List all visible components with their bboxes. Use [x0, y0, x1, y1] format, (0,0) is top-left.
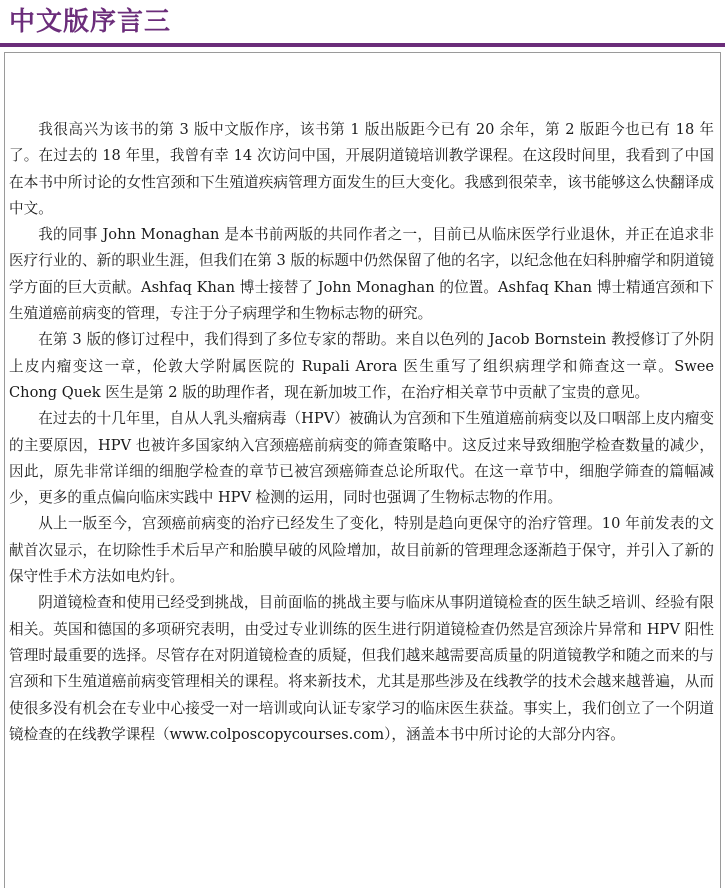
paragraph-4: 在过去的十几年里，自从人乳头瘤病毒（HPV）被确认为宫颈和下生殖道癌前病变以及口咽部上皮内瘤变的主要原因，HPV 也被许多国家纳入宫颈癌癌前病变的筛查策略中。这反过来导致细胞学检查数量的减少，因此，原先非常详细的细胞学检查的章节已被宫颈癌筛查总论所取代。在这一章节中，细胞学筛查的篇幅减少，更多的重点偏向临床实践中 HPV 检测的运用，同时也强调了生物标志物的作用。: [9, 410, 714, 507]
paragraph-1: 我很高兴为该书的第 3 版中文版作序，该书第 1 版出版距今已有 20 余年，第 2 版距今也已有 18 年了。在过去的 18 年里，我曾有幸 14 次访问中国，开展阴道镜培训教学课程。在这段时间里，我看到了中国在本书中所讨论的女性宫颈和下生殖道疾病管理方面发生的巨大变化。我感到很荣幸，该书能够这么快翻译成中文。: [9, 121, 714, 217]
paragraph-5: 从上一版至今，宫颈癌前病变的治疗已经发生了变化，特别是趋向更保守的治疗管理。10 年前发表的文献首次显示，在切除性手术后早产和胎膜早破的风险增加，故目前新的管理理念逐渐趋于保守，并引入了新的保守性手术方法如电灼针。: [9, 515, 714, 586]
page-title: 中文版序言三: [9, 7, 172, 37]
preface-body: [9, 117, 714, 748]
paragraph-6: 阴道镜检查和使用已经受到挑战，目前面临的挑战主要与临床从事阴道镜检查的医生缺乏培训、经验有限相关。英国和德国的多项研究表明，由受过专业训练的医生进行阴道镜检查仍然是宫颈涂片异常和 HPV 阳性管理时最重要的选择。尽管存在对阴道镜检查的质疑，但我们越来越需要高质量的阴道镜教学和随之而来的与宫颈和下生殖道癌前病变管理相关的课程。将来新技术，尤其是那些涉及在线教学的技术会越来越普遍，从而使很多没有机会在专业中心接受一对一培训或向认证专家学习的临床医生获益。事实上，我们创立了一个阴道镜检查的在线教学课程（www.colposcopycourses.com），涵盖本书中所讨论的大部分内容。: [9, 594, 714, 743]
paragraph-3: 在第 3 版的修订过程中，我们得到了多位专家的帮助。来自以色列的 Jacob Bornstein 教授修订了外阴上皮内瘤变这一章，伦敦大学附属医院的 Rupali Arora 医生重写了组织病理学和筛查这一章。Swee Chong Quek 医生是第 2 版的助理作者，现在新加坡工作，在治疗相关章节中贡献了宝贵的意见。: [9, 331, 714, 401]
title-underline: [0, 43, 725, 47]
paragraph-2: 我的同事 John Monaghan 是本书前两版的共同作者之一，目前已从临床医学行业退休，并正在追求非医疗行业的、新的职业生涯，但我们在第 3 版的标题中仍然保留了他的名字，以纪念他在妇科肿瘤学和阴道镜学方面的巨大贡献。Ashfaq Khan 博士接替了 John Monaghan 的位置。Ashfaq Khan 博士精通宫颈和下生殖道癌前病变的管理，专注于分子病理学和生物标志物的研究。: [9, 226, 714, 323]
